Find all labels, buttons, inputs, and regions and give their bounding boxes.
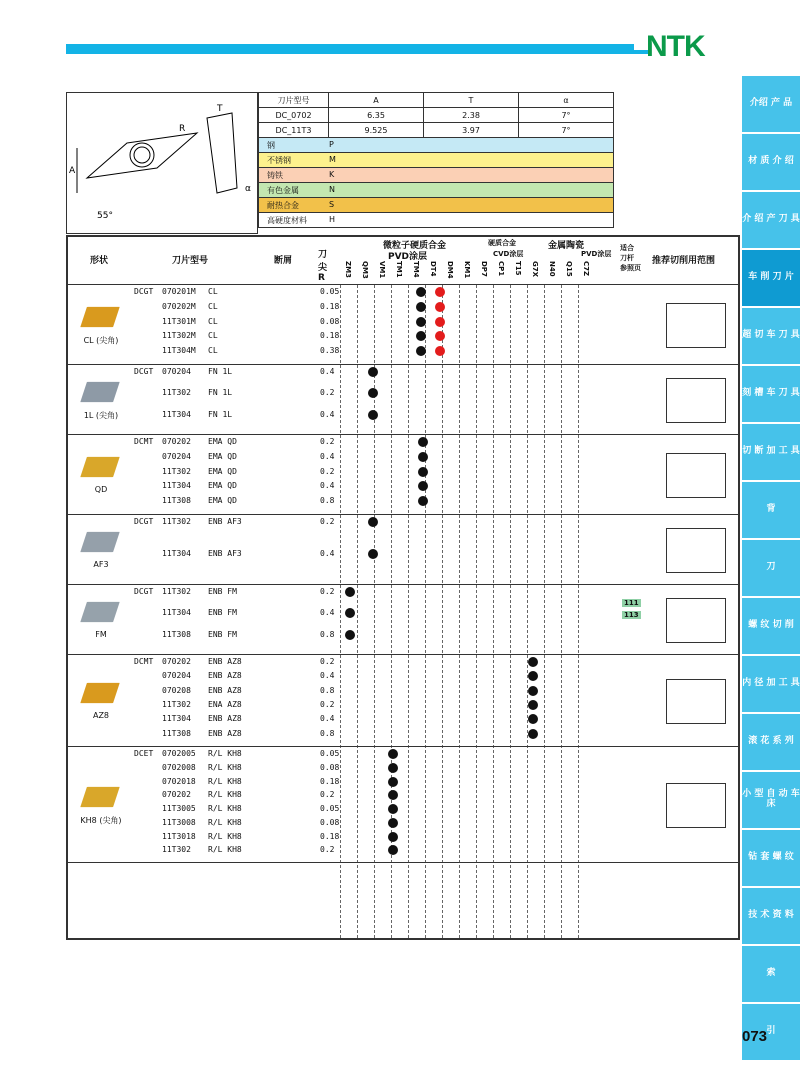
grade-dot	[388, 845, 398, 855]
grade-dot	[528, 657, 538, 667]
sidebar-tab[interactable]: 引	[742, 1004, 800, 1062]
breaker-code: ENB AZ8	[208, 728, 242, 738]
material-name: 耐热合金	[267, 201, 299, 210]
model-code: 11T304	[162, 608, 191, 618]
grade-label: VM1	[378, 261, 386, 279]
sidebar-tab[interactable]: 小 型 自 动 车 床	[742, 772, 800, 830]
material-code: M	[329, 155, 336, 164]
model-code: 070201M	[162, 287, 196, 296]
grade-dot-red	[435, 302, 445, 312]
model-code: 11T304	[162, 549, 191, 558]
header-grade-sub: PVD涂层	[581, 250, 612, 258]
nose-r: 0.18	[320, 776, 340, 786]
insert-drawing	[67, 93, 257, 233]
nose-r: 0.8	[320, 496, 335, 506]
grade-dot-red	[435, 346, 445, 356]
grade-dot	[528, 671, 538, 681]
nose-r: 0.4	[320, 608, 335, 618]
grade-dot	[388, 818, 398, 828]
sidebar-tab[interactable]: 刻 槽 车 刀 具	[742, 366, 800, 424]
grade-dot	[416, 317, 426, 327]
ref-page[interactable]: 113	[624, 611, 639, 619]
insert-diagram	[66, 92, 258, 234]
range-chart	[666, 303, 726, 348]
spec-cell: 9.525	[329, 123, 424, 138]
insert-group	[68, 365, 738, 435]
grade-dot	[388, 832, 398, 842]
range-chart	[666, 453, 726, 498]
grade-label: DP7	[480, 261, 488, 277]
material-code: P	[329, 140, 334, 149]
model-prefix: DCGT	[134, 587, 154, 596]
nose-r: 0.2	[320, 587, 335, 596]
header-range: 推荐切削用范围	[652, 256, 716, 266]
grade-label: DT4	[429, 261, 437, 277]
grade-dot	[418, 496, 428, 506]
header-grade-group: 微粒子硬质合金	[383, 241, 447, 251]
nose-r: 0.4	[320, 549, 335, 558]
grade-label: G7X	[531, 261, 539, 278]
model-code: 11T304	[162, 409, 191, 419]
material-row	[258, 213, 614, 228]
brand-logo: NTK	[646, 30, 705, 63]
breaker-code: CL	[208, 316, 218, 326]
breaker-code: CL	[208, 287, 218, 296]
material-name: 高硬度材料	[267, 216, 307, 225]
model-code: 11T304	[162, 714, 191, 724]
grade-dot-red	[435, 331, 445, 341]
insert-icon	[75, 591, 126, 632]
insert-table	[66, 235, 740, 940]
grade-dot	[345, 608, 355, 618]
insert-icon	[75, 521, 126, 562]
sidebar-tab[interactable]: 背	[742, 482, 800, 540]
spec-header: A	[329, 93, 424, 108]
nose-r: 0.08	[320, 817, 340, 827]
model-code: 11T308	[162, 629, 191, 639]
breaker-code: ENB AZ8	[208, 671, 242, 681]
model-code: 11T302M	[162, 331, 196, 341]
range-chart	[666, 598, 726, 643]
breaker-code: ENB AZ8	[208, 657, 242, 666]
nose-r: 0.18	[320, 301, 340, 311]
grade-dot	[388, 749, 398, 759]
material-row	[258, 183, 614, 198]
breaker-code: R/L KH8	[208, 762, 242, 772]
insert-group	[68, 747, 738, 863]
model-code: 11T3005	[162, 804, 196, 813]
model-code: 11T308	[162, 728, 191, 738]
spec-header: 刀片型号	[259, 93, 329, 108]
grade-dot	[418, 481, 428, 491]
model-code: 11T302	[162, 517, 191, 526]
nose-r: 0.4	[320, 671, 335, 681]
model-code: 11T308	[162, 496, 191, 506]
material-row	[258, 198, 614, 213]
model-code: 0702018	[162, 776, 196, 786]
grade-dot	[528, 729, 538, 739]
grade-dot	[345, 630, 355, 640]
nose-r: 0.2	[320, 700, 335, 709]
model-code: 11T302	[162, 388, 191, 398]
sidebar-tab[interactable]: 切 断 加 工 具	[742, 424, 800, 482]
sidebar-tab[interactable]: 技 术 资 料	[742, 888, 800, 946]
grade-dot	[388, 804, 398, 814]
model-prefix: DCET	[134, 749, 154, 758]
nose-r: 0.4	[320, 367, 335, 376]
spec-table	[258, 92, 614, 138]
breaker-code: ENB FM	[208, 587, 237, 596]
breaker-code: ENB AZ8	[208, 714, 242, 724]
insert-icon	[75, 446, 126, 487]
label-r: R	[179, 124, 186, 134]
page-number: 073	[742, 1028, 768, 1045]
sidebar-tab[interactable]: 材 质 介 绍	[742, 134, 800, 192]
grade-label: QM3	[361, 261, 369, 279]
grade-dot	[528, 686, 538, 696]
spec-header: T	[424, 93, 519, 108]
range-chart	[666, 783, 726, 828]
shape-label: 1L (尖角)	[83, 411, 119, 420]
sidebar-tab[interactable]: 索	[742, 946, 800, 1004]
grade-dot	[388, 763, 398, 773]
range-chart	[666, 679, 726, 724]
grade-dot	[388, 777, 398, 787]
nose-r: 0.4	[320, 714, 335, 724]
breaker-code: EMA QD	[208, 437, 237, 446]
breaker-code: EMA QD	[208, 466, 237, 476]
model-code: 11T302	[162, 845, 191, 855]
grade-dot	[368, 410, 378, 420]
grade-label: T15	[514, 261, 522, 276]
spec-header: α	[519, 93, 614, 108]
range-chart	[666, 378, 726, 423]
spec-cell: 2.38	[424, 108, 519, 123]
insert-group	[68, 585, 738, 655]
material-name: 不锈钢	[267, 156, 291, 165]
grade-label: ZM3	[344, 261, 352, 278]
material-name: 钢	[267, 141, 275, 150]
grade-label: Q15	[565, 261, 573, 277]
model-code: 070202M	[162, 301, 196, 311]
model-prefix: DCMT	[134, 657, 154, 666]
breaker-code: R/L KH8	[208, 831, 242, 841]
sidebar	[742, 76, 800, 1062]
insert-icon	[75, 672, 126, 713]
label-alpha: α	[245, 184, 251, 194]
breaker-code: R/L KH8	[208, 790, 242, 800]
header-grade-sub: CVD涂层	[493, 250, 524, 258]
spec-cell: 6.35	[329, 108, 424, 123]
nose-r: 0.08	[320, 316, 340, 326]
label-t: T	[217, 104, 223, 114]
shape-label: KH8 (尖角)	[80, 816, 122, 825]
grade-label: TM4	[412, 261, 420, 278]
grade-label: KM1	[463, 261, 471, 279]
model-prefix: DCGT	[134, 517, 154, 526]
model-code: 11T302	[162, 466, 191, 476]
header-breaker: 断屑	[274, 256, 293, 266]
material-code: S	[329, 200, 335, 209]
nose-r: 0.18	[320, 331, 340, 341]
spec-cell: 7°	[519, 108, 614, 123]
breaker-code: ENB AF3	[208, 549, 242, 558]
sidebar-tab[interactable]: 超 切 车 刀 具	[742, 308, 800, 366]
material-name: 有色金属	[267, 186, 299, 195]
header-grade-group: 金属陶瓷	[548, 241, 585, 251]
ref-page[interactable]: 111	[624, 599, 639, 607]
shape-label: QD	[94, 485, 108, 494]
grade-dot	[345, 587, 355, 597]
breaker-code: EMA QD	[208, 451, 237, 461]
nose-r: 0.2	[320, 466, 335, 476]
breaker-code: ENB FM	[208, 608, 237, 618]
spec-cell: 7°	[519, 123, 614, 138]
model-code: 070204	[162, 671, 191, 681]
model-code: 070208	[162, 685, 191, 695]
breaker-code: FN 1L	[208, 388, 233, 398]
nose-r: 0.8	[320, 629, 335, 639]
grade-label: CP1	[497, 261, 505, 277]
insert-icon	[75, 776, 126, 817]
breaker-code: CL	[208, 346, 218, 356]
grade-dot	[388, 790, 398, 800]
shape-label: FM	[95, 630, 107, 639]
breaker-code: R/L KH8	[208, 749, 242, 758]
nose-r: 0.8	[320, 728, 335, 738]
sidebar-tab[interactable]: 介 绍 产 刀 具	[742, 192, 800, 250]
nose-r: 0.05	[320, 749, 340, 758]
nose-r: 0.2	[320, 388, 335, 398]
material-rows	[258, 138, 614, 228]
sidebar-tab[interactable]: 车 削 刀 片	[742, 250, 800, 308]
angle-label: 55°	[97, 211, 113, 221]
nose-r: 0.2	[320, 790, 335, 800]
nose-r: 0.4	[320, 409, 335, 419]
header-grade-sub: PVD涂层	[388, 252, 428, 262]
breaker-code: R/L KH8	[208, 776, 242, 786]
model-prefix: DCMT	[134, 437, 154, 446]
sidebar-tab[interactable]: 钻 套 螺 纹	[742, 830, 800, 888]
breaker-code: CL	[208, 331, 218, 341]
grade-dot	[368, 517, 378, 527]
insert-icon	[75, 371, 126, 412]
breaker-code: R/L KH8	[208, 845, 242, 855]
grade-dot	[416, 287, 426, 297]
sidebar-tab[interactable]: 滚 花 系 列	[742, 714, 800, 772]
table-header	[68, 237, 738, 285]
nose-r: 0.05	[320, 804, 340, 813]
material-row	[258, 168, 614, 183]
sidebar-tab[interactable]: 介绍 产 品	[742, 76, 800, 134]
model-code: 070202	[162, 437, 191, 446]
model-code: 11T302	[162, 587, 191, 596]
breaker-code: ENB FM	[208, 629, 237, 639]
nose-r: 0.4	[320, 481, 335, 491]
shape-label: AF3	[93, 560, 109, 569]
material-code: N	[329, 185, 335, 194]
grade-dot	[368, 367, 378, 377]
header-grade-group: 硬质合金	[488, 239, 516, 247]
model-code: 0702005	[162, 749, 196, 758]
nose-r: 0.4	[320, 451, 335, 461]
grade-dot	[418, 467, 428, 477]
nose-r: 0.2	[320, 517, 335, 526]
grade-dot	[368, 549, 378, 559]
grade-dot	[416, 346, 426, 356]
nose-r: 0.2	[320, 845, 335, 855]
model-code: 11T302	[162, 700, 191, 709]
breaker-code: ENB AZ8	[208, 685, 242, 695]
insert-group	[68, 655, 738, 747]
material-code: H	[329, 215, 336, 224]
range-chart	[666, 528, 726, 573]
spec-cell: DC_11T3	[259, 123, 329, 138]
breaker-code: CL	[208, 301, 218, 311]
sidebar-tab[interactable]: 螺 纹 切 削	[742, 598, 800, 656]
grade-dot	[418, 437, 428, 447]
material-code: K	[329, 170, 335, 179]
shape-label: CL (尖角)	[83, 336, 119, 345]
header-r: 刀尖 R	[318, 250, 328, 283]
grade-label: N40	[548, 261, 556, 277]
material-row	[258, 153, 614, 168]
grade-dot	[416, 302, 426, 312]
model-code: 070202	[162, 657, 191, 666]
header-model: 刀片型号	[172, 256, 209, 266]
model-code: 070204	[162, 451, 191, 461]
grade-dot	[416, 331, 426, 341]
breaker-code: EMA QD	[208, 481, 237, 491]
nose-r: 0.38	[320, 346, 340, 356]
grade-label: DM4	[446, 261, 454, 279]
top-accent-bar	[66, 44, 634, 54]
breaker-code: FN 1L	[208, 367, 233, 376]
insert-group	[68, 515, 738, 585]
breaker-code: FN 1L	[208, 409, 233, 419]
nose-r: 0.08	[320, 762, 340, 772]
grade-label: C7Z	[582, 261, 590, 277]
model-code: 11T304	[162, 481, 191, 491]
model-prefix: DCGT	[134, 367, 154, 376]
nose-r: 0.8	[320, 685, 335, 695]
grade-dot-red	[435, 287, 445, 297]
breaker-code: ENB AF3	[208, 517, 242, 526]
sidebar-tab[interactable]: 内 径 加 工 具	[742, 656, 800, 714]
model-code: 11T3018	[162, 831, 196, 841]
model-code: 070202	[162, 790, 191, 800]
breaker-code: ENA AZ8	[208, 700, 242, 709]
breaker-code: R/L KH8	[208, 817, 242, 827]
sidebar-tab[interactable]: 刀	[742, 540, 800, 598]
model-code: 11T304M	[162, 346, 196, 356]
breaker-code: EMA QD	[208, 496, 237, 506]
nose-r: 0.05	[320, 287, 340, 296]
grade-dot-red	[435, 317, 445, 327]
material-name: 铸铁	[267, 171, 283, 180]
header-shape: 形状	[90, 256, 109, 266]
header-ref: 适合 刀杆 参照页	[620, 244, 641, 272]
grade-dot	[528, 700, 538, 710]
spec-cell: 3.97	[424, 123, 519, 138]
nose-r: 0.2	[320, 657, 335, 666]
model-code: 070204	[162, 367, 191, 376]
breaker-code: R/L KH8	[208, 804, 242, 813]
nose-r: 0.18	[320, 831, 340, 841]
label-a: A	[69, 166, 76, 176]
insert-group	[68, 285, 738, 365]
model-code: 0702008	[162, 762, 196, 772]
shape-label: AZ8	[92, 711, 110, 720]
model-prefix: DCGT	[134, 287, 154, 296]
grade-dot	[528, 714, 538, 724]
grade-dot	[368, 388, 378, 398]
model-code: 11T3008	[162, 817, 196, 827]
model-code: 11T301M	[162, 316, 196, 326]
grade-label: TM1	[395, 261, 403, 278]
spec-cell: DC_0702	[259, 108, 329, 123]
grade-dot	[418, 452, 428, 462]
nose-r: 0.2	[320, 437, 335, 446]
insert-group	[68, 435, 738, 515]
insert-icon	[75, 296, 126, 337]
material-row	[258, 138, 614, 153]
